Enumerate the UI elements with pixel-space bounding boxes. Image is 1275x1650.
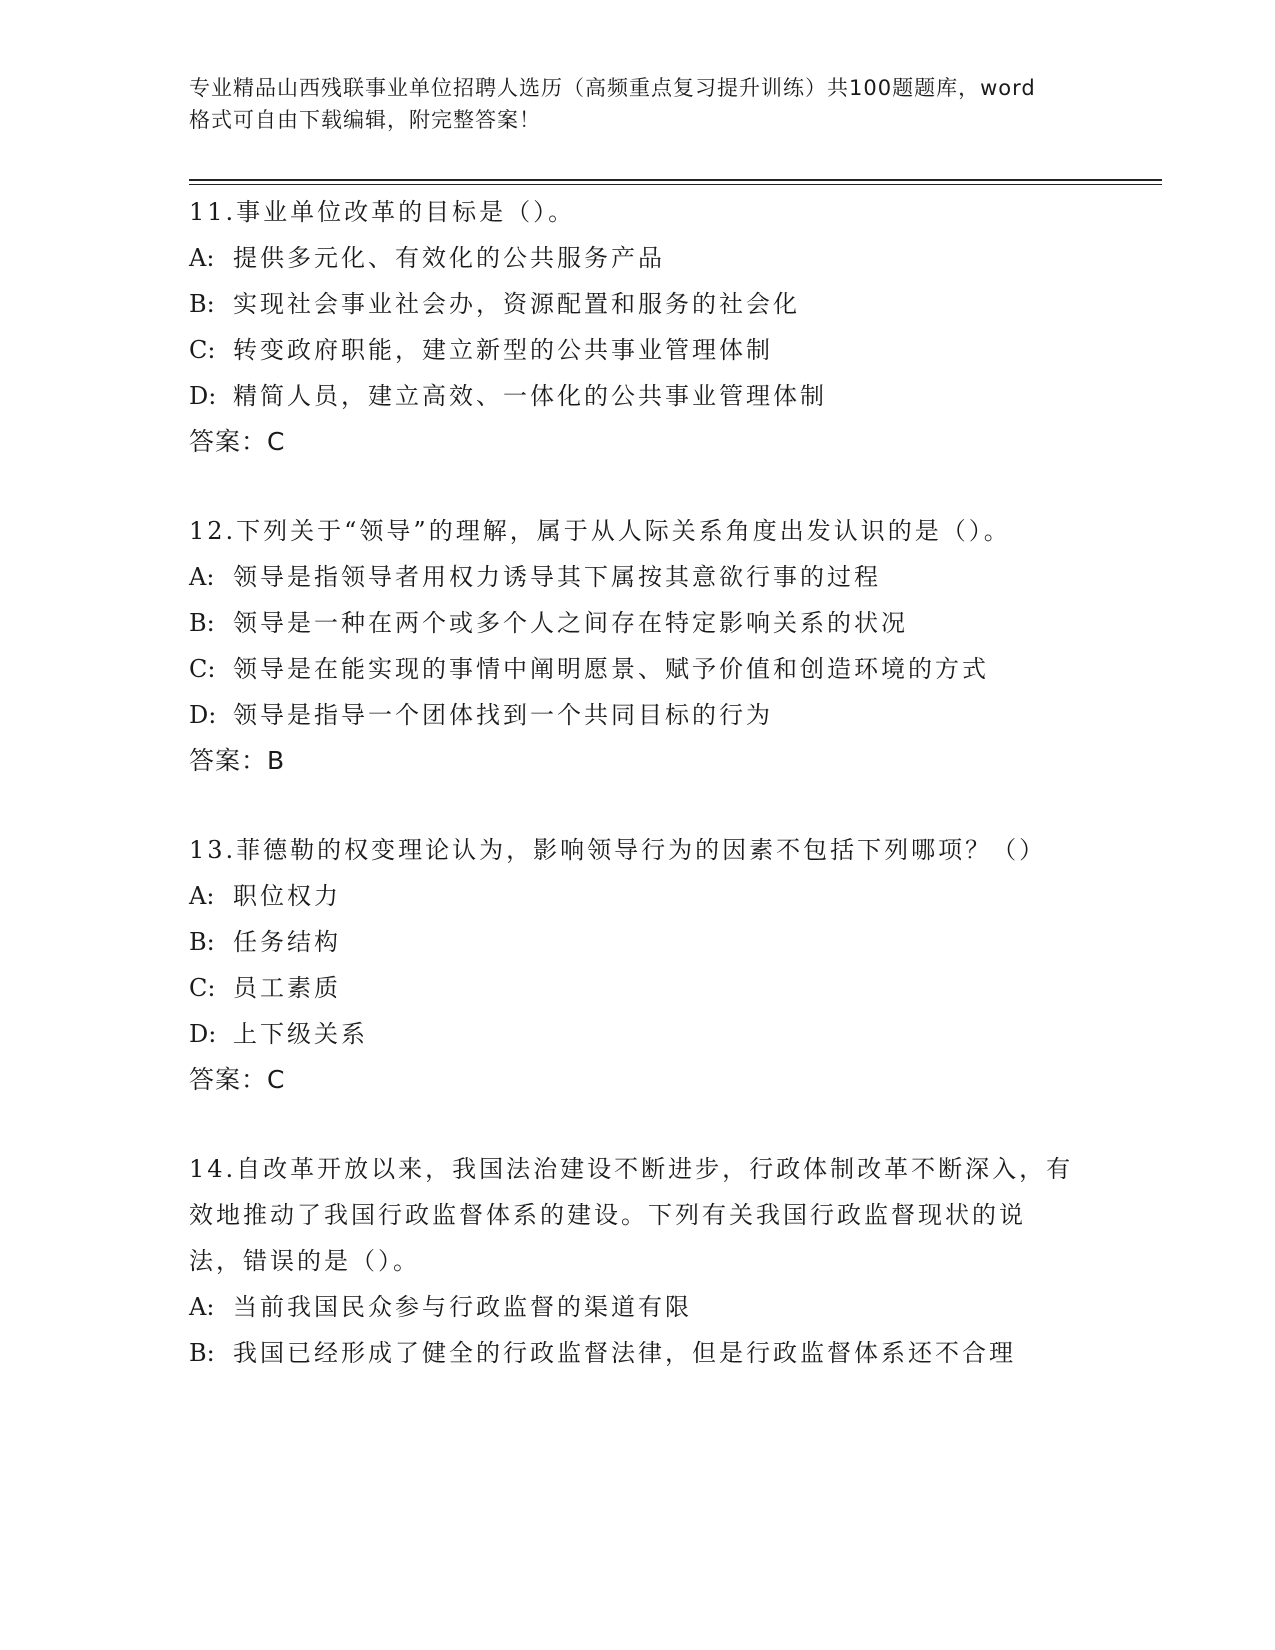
answer-line: 答案：C	[189, 1065, 286, 1094]
option-d	[189, 373, 1079, 419]
option-text: 我国已经形成了健全的行政监督法律，但是行政监督体系还不合理	[233, 1339, 1016, 1367]
option-text: 领导是在能实现的事情中阐明愿景、赋予价值和创造环境的方式	[233, 655, 989, 683]
question-stem: 11.事业单位改革的目标是（）。	[189, 198, 576, 226]
question-14	[189, 1146, 1079, 1376]
option-c	[189, 965, 1079, 1011]
option-text: 领导是指导一个团体找到一个共同目标的行为	[233, 701, 773, 729]
option-letter: B:	[189, 609, 215, 637]
option-text: 提供多元化、有效化的公共服务产品	[233, 244, 665, 272]
option-letter: C:	[189, 655, 216, 683]
option-d	[189, 692, 1079, 738]
option-text: 实现社会事业社会办，资源配置和服务的社会化	[233, 290, 800, 318]
option-c	[189, 646, 1079, 692]
question-11	[189, 189, 1079, 465]
answer-line: 答案：C	[189, 427, 286, 456]
question-13	[189, 827, 1079, 1103]
option-text: 员工素质	[233, 974, 341, 1002]
option-letter: B:	[189, 928, 215, 956]
answer-line: 答案：B	[189, 746, 286, 775]
option-text: 精简人员，建立高效、一体化的公共事业管理体制	[233, 382, 827, 410]
option-a	[189, 554, 1079, 600]
option-c	[189, 327, 1079, 373]
header-divider-thin	[189, 184, 1162, 185]
question-stem: 14.自改革开放以来，我国法治建设不断进步，行政体制改革不断深入，有效地推动了我国行政监督体系的建设。下列有关我国行政监督现状的说法，错误的是（）。	[189, 1155, 1074, 1275]
option-text: 转变政府职能，建立新型的公共事业管理体制	[233, 336, 773, 364]
option-text: 领导是一种在两个或多个人之间存在特定影响关系的状况	[233, 609, 908, 637]
option-text: 任务结构	[233, 928, 341, 956]
option-d	[189, 1011, 1079, 1057]
question-stem: 12.下列关于“领导”的理解，属于从人际关系角度出发认识的是（）。	[189, 517, 1011, 545]
option-a	[189, 873, 1079, 919]
question-list	[189, 189, 1079, 1419]
question-12	[189, 508, 1079, 784]
option-letter: A:	[189, 563, 215, 591]
option-text: 上下级关系	[233, 1020, 368, 1048]
option-b	[189, 919, 1079, 965]
option-a	[189, 1284, 1079, 1330]
option-text: 当前我国民众参与行政监督的渠道有限	[233, 1293, 692, 1321]
document-header: 专业精品山西残联事业单位招聘人选历（高频重点复习提升训练）共100题题库，word格式可自由下载编辑，附完整答案！	[189, 76, 1036, 132]
option-b	[189, 600, 1079, 646]
option-letter: C:	[189, 336, 216, 364]
header-divider-thick	[189, 179, 1162, 181]
option-letter: D:	[189, 1020, 217, 1048]
option-letter: A:	[189, 244, 215, 272]
option-b	[189, 281, 1079, 327]
option-letter: A:	[189, 1293, 215, 1321]
option-text: 领导是指领导者用权力诱导其下属按其意欲行事的过程	[233, 563, 881, 591]
option-b	[189, 1330, 1079, 1376]
option-letter: B:	[189, 1339, 215, 1367]
option-a	[189, 235, 1079, 281]
question-stem: 13.菲德勒的权变理论认为，影响领导行为的因素不包括下列哪项？（）	[189, 836, 1047, 864]
option-letter: A:	[189, 882, 215, 910]
option-letter: D:	[189, 382, 217, 410]
option-letter: D:	[189, 701, 217, 729]
option-text: 职位权力	[233, 882, 341, 910]
option-letter: C:	[189, 974, 216, 1002]
option-letter: B:	[189, 290, 215, 318]
